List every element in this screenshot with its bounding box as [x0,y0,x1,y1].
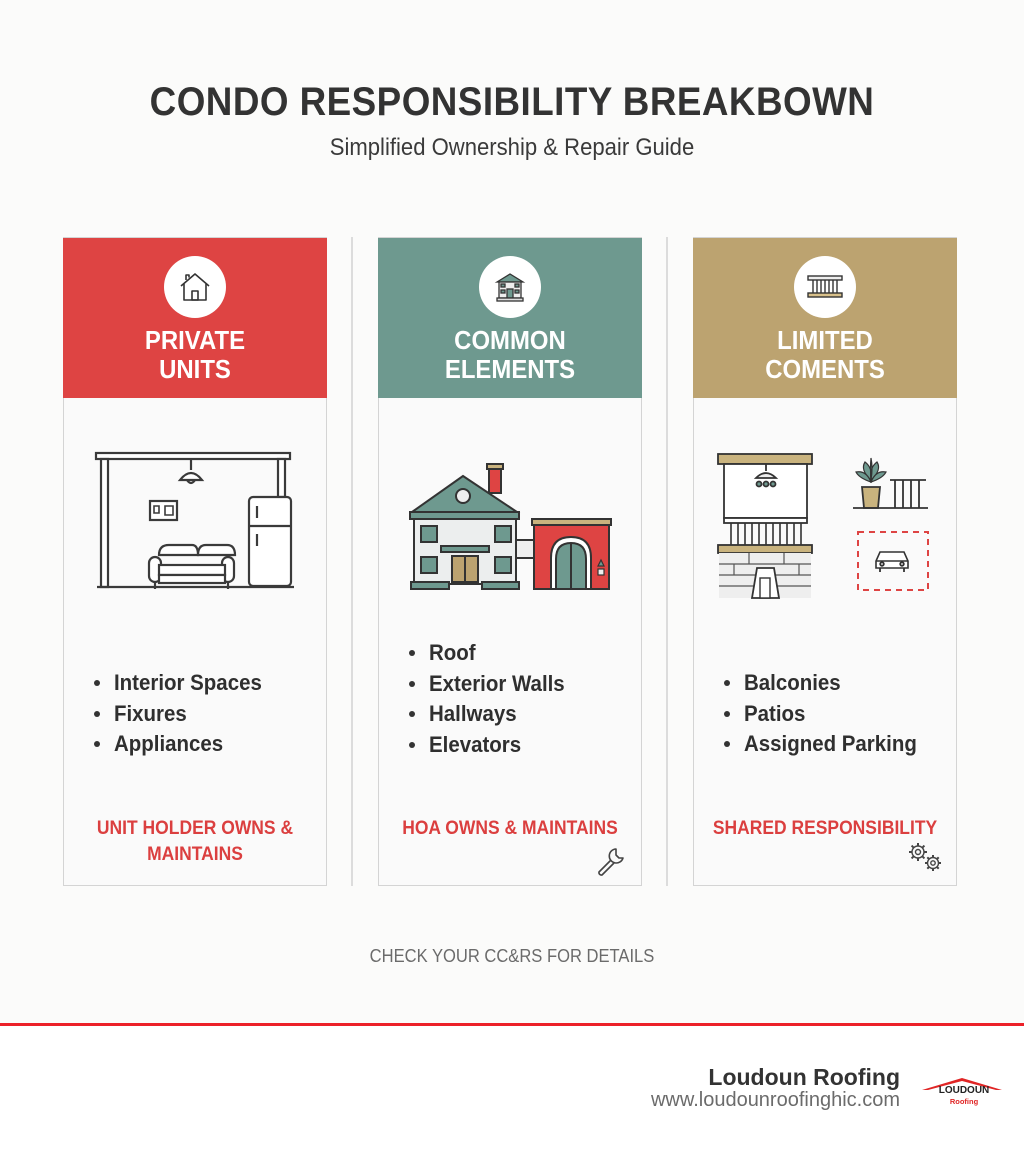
wrench-icon [594,844,628,878]
cc-rs-note: CHECK YOUR CC&RS FOR DETAILS [369,946,655,966]
list-item: Hallways [407,699,631,730]
item-list [722,668,946,760]
svg-text:Roofing: Roofing [949,1097,979,1106]
living-room-illustration [64,448,326,598]
brand-name: Loudoun Roofing [708,1064,900,1090]
loudoun-roofing-logo [920,1075,1004,1111]
brand-url[interactable]: www.loudounroofinghic.com [650,1089,900,1111]
responsibility-label: UNIT HOLDER OWNS & MAINTAINS [96,818,294,865]
gears-icon [906,840,944,874]
card-header-common [378,238,642,398]
icon-circle [794,256,856,318]
card-title: COMMON ELEMENTS [444,325,576,384]
page-subtitle: Simplified Ownership & Repair Guide [329,134,695,161]
card-title: LIMITED COMENTS [765,325,885,384]
list-item: Fixures [92,699,316,730]
item-list [92,668,316,760]
list-item: Roof [407,638,631,669]
list-item: Patios [722,699,946,730]
card-header-limited [693,238,957,398]
page-title: CONDO RESPONSIBILITY BREAKBOWN [149,80,875,124]
column-divider [666,237,668,886]
icon-circle [164,256,226,318]
card-header-private [63,238,327,398]
list-item: Interior Spaces [92,668,316,699]
list-item: Appliances [92,729,316,760]
building-exterior-illustration [379,460,641,595]
house-icon [177,269,213,305]
list-item: Assigned Parking [722,729,946,760]
column-divider [351,237,353,886]
item-list [407,638,631,760]
list-item: Elevators [407,730,631,761]
card-limited-common-elements [693,237,957,886]
list-item: Balconies [722,668,946,699]
building-icon [492,269,528,305]
responsibility-label: SHARED RESPONSIBILITY [712,818,938,839]
railing-icon [805,272,845,302]
responsibility-label: HOA OWNS & MAINTAINS [402,818,618,839]
card-title: PRIVATE UNITS [144,325,246,384]
card-common-elements [378,237,642,886]
list-item: Exterior Walls [407,669,631,700]
svg-text:LOUDOUN: LOUDOUN [938,1085,990,1096]
balcony-patio-parking-illustration [694,450,956,605]
icon-circle [479,256,541,318]
card-private-units [63,237,327,886]
